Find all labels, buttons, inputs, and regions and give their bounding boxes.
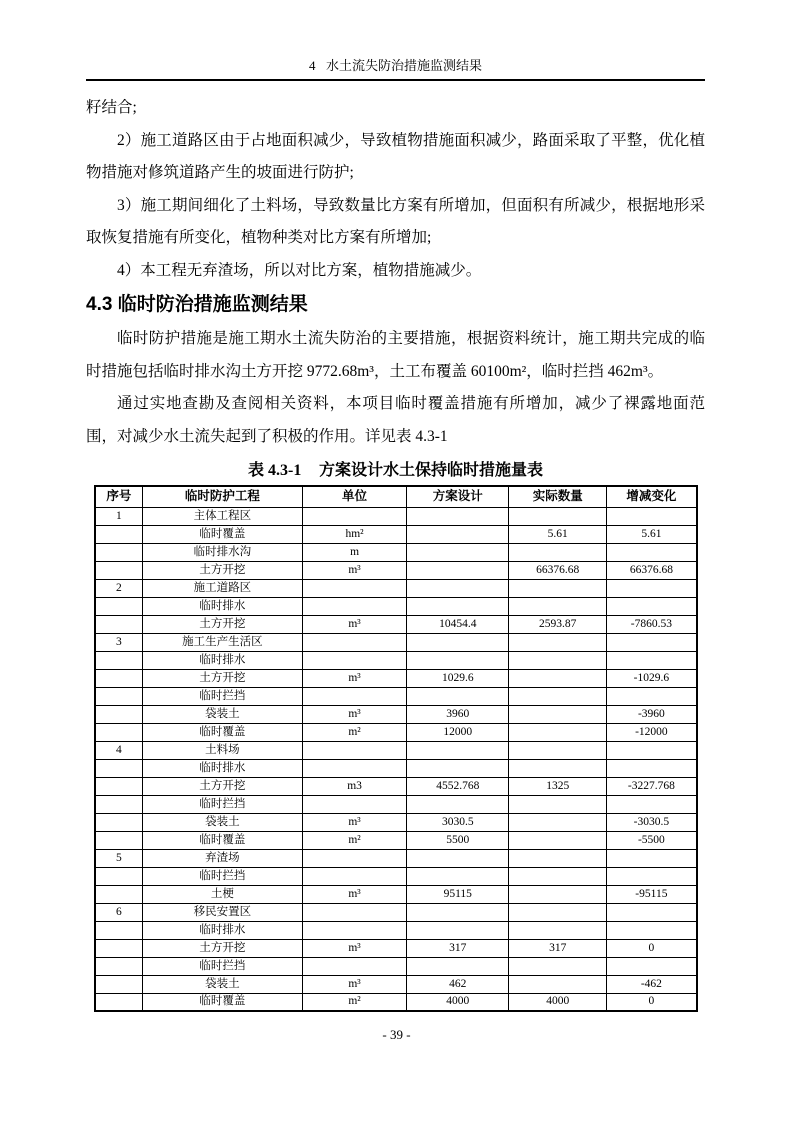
table-cell bbox=[407, 903, 509, 921]
table-cell bbox=[509, 885, 607, 903]
table-cell bbox=[509, 921, 607, 939]
table-cell: 3030.5 bbox=[407, 813, 509, 831]
table-cell bbox=[95, 975, 143, 993]
table-cell: 临时排水 bbox=[143, 759, 303, 777]
table-cell bbox=[407, 507, 509, 525]
table-row bbox=[95, 543, 697, 561]
table-row bbox=[95, 597, 697, 615]
table-cell bbox=[607, 651, 697, 669]
running-header bbox=[86, 58, 705, 81]
table-cell bbox=[509, 849, 607, 867]
table-cell: 5500 bbox=[407, 831, 509, 849]
table-cell: 临时拦挡 bbox=[143, 795, 303, 813]
table-cell bbox=[407, 849, 509, 867]
table-cell bbox=[95, 957, 143, 975]
table-cell: 袋装土 bbox=[143, 813, 303, 831]
table-cell: 临时排水沟 bbox=[143, 543, 303, 561]
paragraph-item-4: 4）本工程无弃渣场，所以对比方案，植物措施减少。 bbox=[117, 261, 482, 279]
table-cell bbox=[607, 579, 697, 597]
table-cell bbox=[95, 705, 143, 723]
page-footer bbox=[0, 1027, 793, 1043]
table-cell: m³ bbox=[302, 615, 407, 633]
paragraph-continuation: 籽结合; bbox=[86, 99, 137, 116]
table-cell: m³ bbox=[302, 939, 407, 957]
table-cell bbox=[302, 633, 407, 651]
table-cell bbox=[95, 687, 143, 705]
table-cell bbox=[509, 507, 607, 525]
table-cell bbox=[407, 921, 509, 939]
table-cell bbox=[95, 939, 143, 957]
table-cell: -462 bbox=[607, 975, 697, 993]
table-cell bbox=[407, 759, 509, 777]
table-cell: 4000 bbox=[407, 993, 509, 1011]
table-cell bbox=[509, 651, 607, 669]
table-cell: 317 bbox=[407, 939, 509, 957]
column-header-project: 临时防护工程 bbox=[143, 486, 303, 507]
table-cell bbox=[95, 921, 143, 939]
table-cell bbox=[607, 759, 697, 777]
table-cell: 土方开挖 bbox=[143, 669, 303, 687]
table-cell bbox=[95, 813, 143, 831]
table-cell: m² bbox=[302, 831, 407, 849]
table-cell bbox=[302, 651, 407, 669]
table-cell bbox=[607, 687, 697, 705]
table-cell: -7860.53 bbox=[607, 615, 697, 633]
table-cell: m³ bbox=[302, 705, 407, 723]
table-cell bbox=[95, 561, 143, 579]
table-cell bbox=[509, 723, 607, 741]
table-cell: 95115 bbox=[407, 885, 509, 903]
table-cell: 317 bbox=[509, 939, 607, 957]
paragraph-intro-1: 临时防护措施是施工期水土流失防治的主要措施，根据资料统计，施工期共完成的临时措施包括临时排水沟土方开挖 9772.68m³，土工布覆盖 60100m²，临时拦挡 462m³。 bbox=[86, 330, 705, 380]
table-cell: m³ bbox=[302, 813, 407, 831]
table-cell bbox=[95, 759, 143, 777]
table-cell: 1325 bbox=[509, 777, 607, 795]
table-cell: 土方开挖 bbox=[143, 939, 303, 957]
table-cell bbox=[509, 543, 607, 561]
table-cell: 0 bbox=[607, 993, 697, 1011]
table-cell: 1029.6 bbox=[407, 669, 509, 687]
table-cell: 袋装土 bbox=[143, 705, 303, 723]
table-row bbox=[95, 741, 697, 759]
table-cell bbox=[607, 903, 697, 921]
table-row bbox=[95, 561, 697, 579]
table-cell bbox=[509, 831, 607, 849]
table-cell bbox=[95, 795, 143, 813]
table-cell bbox=[607, 741, 697, 759]
table-row bbox=[95, 525, 697, 543]
table-cell bbox=[302, 921, 407, 939]
table-row bbox=[95, 975, 697, 993]
table-cell bbox=[95, 831, 143, 849]
table-cell: -3227.768 bbox=[607, 777, 697, 795]
column-header-unit: 单位 bbox=[302, 486, 407, 507]
table-cell bbox=[407, 633, 509, 651]
table-cell: 10454.4 bbox=[407, 615, 509, 633]
table-cell: 临时拦挡 bbox=[143, 687, 303, 705]
table-cell: m³ bbox=[302, 561, 407, 579]
table-cell bbox=[302, 849, 407, 867]
table-cell: m3 bbox=[302, 777, 407, 795]
table-cell bbox=[509, 597, 607, 615]
table-cell bbox=[607, 957, 697, 975]
table-cell: 弃渣场 bbox=[143, 849, 303, 867]
column-header-change: 增减变化 bbox=[607, 486, 697, 507]
table-cell: 4552.768 bbox=[407, 777, 509, 795]
table-row bbox=[95, 759, 697, 777]
table-row bbox=[95, 849, 697, 867]
table-cell bbox=[407, 687, 509, 705]
table-cell bbox=[607, 597, 697, 615]
table-cell bbox=[509, 741, 607, 759]
table-row bbox=[95, 903, 697, 921]
table-cell: 462 bbox=[407, 975, 509, 993]
table-row bbox=[95, 777, 697, 795]
table-cell bbox=[95, 651, 143, 669]
table-cell bbox=[407, 543, 509, 561]
table-cell: 袋装土 bbox=[143, 975, 303, 993]
table-cell: 5.61 bbox=[607, 525, 697, 543]
table-cell bbox=[509, 957, 607, 975]
page-content bbox=[86, 92, 705, 1012]
table-cell bbox=[407, 867, 509, 885]
table-cell: 临时拦挡 bbox=[143, 867, 303, 885]
table-cell: 3 bbox=[95, 633, 143, 651]
table-cell: 临时排水 bbox=[143, 651, 303, 669]
table-row bbox=[95, 705, 697, 723]
table-body bbox=[95, 507, 697, 1011]
table-cell bbox=[95, 723, 143, 741]
table-cell: -3960 bbox=[607, 705, 697, 723]
table-cell bbox=[302, 597, 407, 615]
table-cell bbox=[509, 687, 607, 705]
table-cell: 66376.68 bbox=[607, 561, 697, 579]
column-header-actual: 实际数量 bbox=[509, 486, 607, 507]
table-cell bbox=[509, 975, 607, 993]
table-cell: m² bbox=[302, 993, 407, 1011]
table-cell: m³ bbox=[302, 975, 407, 993]
table-row bbox=[95, 669, 697, 687]
table-cell: 土梗 bbox=[143, 885, 303, 903]
table-cell: 4 bbox=[95, 741, 143, 759]
paragraph-item-2: 2）施工道路区由于占地面积减少，导致植物措施面积减少，路面采取了平整，优化植物措施对修筑道路产生的坡面进行防护; bbox=[86, 131, 705, 181]
column-header-seq: 序号 bbox=[95, 486, 143, 507]
section-heading-4-3: 4.3 临时防治措施监测结果 bbox=[86, 294, 308, 315]
table-row bbox=[95, 579, 697, 597]
table-header-row bbox=[95, 486, 697, 507]
table-cell bbox=[302, 759, 407, 777]
table-row bbox=[95, 651, 697, 669]
table-cell bbox=[95, 615, 143, 633]
table-cell: 5 bbox=[95, 849, 143, 867]
table-cell bbox=[407, 597, 509, 615]
table-cell bbox=[302, 741, 407, 759]
table-cell: 土方开挖 bbox=[143, 777, 303, 795]
table-title bbox=[86, 460, 705, 482]
table-cell bbox=[407, 741, 509, 759]
table-cell bbox=[95, 777, 143, 795]
table-cell bbox=[509, 903, 607, 921]
table-cell: 3960 bbox=[407, 705, 509, 723]
table-cell: -95115 bbox=[607, 885, 697, 903]
table-cell bbox=[509, 633, 607, 651]
table-cell: 66376.68 bbox=[509, 561, 607, 579]
table-row bbox=[95, 615, 697, 633]
table-row bbox=[95, 867, 697, 885]
table-cell: 移民安置区 bbox=[143, 903, 303, 921]
table-title-label: 表 4.3-1 bbox=[248, 462, 302, 479]
table-cell bbox=[407, 651, 509, 669]
table-row bbox=[95, 831, 697, 849]
table-cell bbox=[95, 597, 143, 615]
table-cell bbox=[407, 957, 509, 975]
table-cell bbox=[607, 633, 697, 651]
table-cell: m² bbox=[302, 723, 407, 741]
table-cell: hm² bbox=[302, 525, 407, 543]
table-cell bbox=[607, 849, 697, 867]
table-header bbox=[95, 486, 697, 507]
table-row bbox=[95, 795, 697, 813]
table-cell: 2 bbox=[95, 579, 143, 597]
table-cell: 临时排水 bbox=[143, 597, 303, 615]
page-number: - 39 - bbox=[382, 1027, 411, 1042]
table-cell bbox=[509, 759, 607, 777]
table-cell bbox=[95, 669, 143, 687]
table-cell bbox=[302, 867, 407, 885]
table-cell: 施工生产生活区 bbox=[143, 633, 303, 651]
table-cell: 临时覆盖 bbox=[143, 525, 303, 543]
table-cell: 0 bbox=[607, 939, 697, 957]
table-cell bbox=[509, 795, 607, 813]
table-cell bbox=[95, 993, 143, 1011]
table-cell: 土料场 bbox=[143, 741, 303, 759]
table-cell: 主体工程区 bbox=[143, 507, 303, 525]
table-cell: 施工道路区 bbox=[143, 579, 303, 597]
table-cell bbox=[302, 903, 407, 921]
table-row bbox=[95, 687, 697, 705]
table-cell bbox=[607, 507, 697, 525]
table-row bbox=[95, 921, 697, 939]
table-row bbox=[95, 993, 697, 1011]
table-cell bbox=[607, 921, 697, 939]
table-cell: 临时覆盖 bbox=[143, 831, 303, 849]
table-cell: m³ bbox=[302, 669, 407, 687]
table-cell bbox=[302, 957, 407, 975]
table-cell bbox=[407, 525, 509, 543]
table-cell: -3030.5 bbox=[607, 813, 697, 831]
column-header-plan: 方案设计 bbox=[407, 486, 509, 507]
table-cell bbox=[95, 525, 143, 543]
table-cell bbox=[607, 867, 697, 885]
table-cell: -5500 bbox=[607, 831, 697, 849]
table-cell bbox=[302, 687, 407, 705]
table-row bbox=[95, 723, 697, 741]
paragraph-intro-2: 通过实地查勘及查阅相关资料，本项目临时覆盖措施有所增加，减少了裸露地面范围，对减少水土流失起到了积极的作用。详见表 4.3-1 bbox=[86, 395, 705, 445]
table-cell: 6 bbox=[95, 903, 143, 921]
table-cell: 5.61 bbox=[509, 525, 607, 543]
table-cell bbox=[509, 705, 607, 723]
table-row bbox=[95, 885, 697, 903]
table-cell bbox=[509, 867, 607, 885]
table-cell: 土方开挖 bbox=[143, 561, 303, 579]
running-header-chapter-number: 4 bbox=[309, 58, 316, 73]
table-cell bbox=[95, 867, 143, 885]
table-cell: m bbox=[302, 543, 407, 561]
table-cell: 临时拦挡 bbox=[143, 957, 303, 975]
table-cell: -1029.6 bbox=[607, 669, 697, 687]
paragraph-item-3: 3）施工期间细化了土料场，导致数量比方案有所增加，但面积有所减少，根据地形采取恢复措施有所变化，植物种类对比方案有所增加; bbox=[86, 196, 705, 246]
table-row bbox=[95, 939, 697, 957]
table-cell bbox=[509, 579, 607, 597]
table-cell bbox=[302, 795, 407, 813]
table-cell bbox=[95, 885, 143, 903]
table-cell: 临时覆盖 bbox=[143, 723, 303, 741]
table-cell bbox=[509, 813, 607, 831]
temporary-measures-table bbox=[94, 485, 698, 1012]
table-cell bbox=[407, 579, 509, 597]
running-header-chapter-title: 水土流失防治措施监测结果 bbox=[325, 58, 482, 73]
table-cell: 12000 bbox=[407, 723, 509, 741]
table-cell: 临时排水 bbox=[143, 921, 303, 939]
table-cell bbox=[407, 795, 509, 813]
table-row bbox=[95, 957, 697, 975]
table-cell: 2593.87 bbox=[509, 615, 607, 633]
table-row bbox=[95, 633, 697, 651]
table-cell: 土方开挖 bbox=[143, 615, 303, 633]
table-cell: -12000 bbox=[607, 723, 697, 741]
table-cell bbox=[302, 579, 407, 597]
table-cell bbox=[95, 543, 143, 561]
table-cell: 4000 bbox=[509, 993, 607, 1011]
table-cell bbox=[607, 795, 697, 813]
table-cell: 临时覆盖 bbox=[143, 993, 303, 1011]
table-title-text: 方案设计水土保持临时措施量表 bbox=[318, 462, 543, 479]
table-cell: m³ bbox=[302, 885, 407, 903]
table-cell bbox=[509, 669, 607, 687]
table-cell bbox=[407, 561, 509, 579]
table-row bbox=[95, 507, 697, 525]
table-row bbox=[95, 813, 697, 831]
table-cell: 1 bbox=[95, 507, 143, 525]
table-cell bbox=[607, 543, 697, 561]
table-cell bbox=[302, 507, 407, 525]
